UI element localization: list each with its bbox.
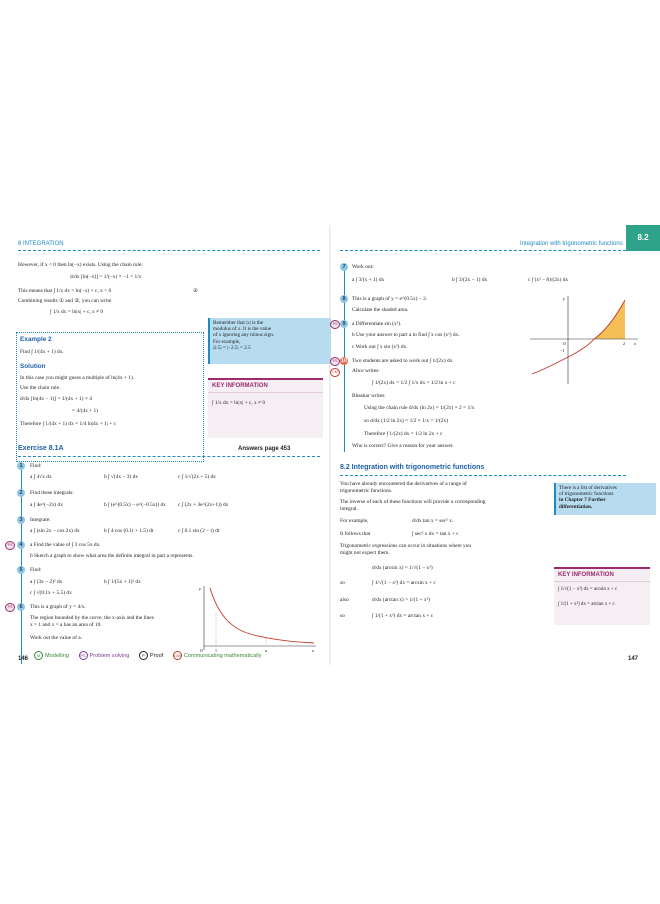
key-info-title: KEY INFORMATION — [208, 380, 323, 393]
result-line: ∫ 1/x dx = ln|x| + c, x ≠ 0 — [50, 309, 104, 315]
intro-text: However, if x < 0 then ln(−x) exists. Using the chain rule: — [18, 262, 143, 268]
q6-line: The region bounded by the curve, the x-axis and the lines — [30, 615, 154, 621]
q3-part-a: a ∫ (sin 2x − cos 2x) dx — [30, 528, 80, 534]
question-number: 2 — [17, 489, 25, 497]
q9-part-a: a Differentiate sin (x²). — [352, 321, 402, 327]
q6-line: Work out the value of a. — [30, 635, 82, 641]
question-text: Integrate: — [30, 517, 51, 523]
paragraph: might not expect them. — [340, 550, 390, 556]
question-number: 5 — [17, 566, 25, 574]
x-label: x — [312, 648, 314, 653]
problem-solving-tag: PS — [330, 357, 340, 366]
note-line: |2.5| = |−2.5| = 2.5 — [213, 344, 251, 351]
q8-subtitle: Calculate the shaded area. — [352, 307, 409, 313]
question-text: Find these integrals: — [30, 490, 74, 496]
question-text: Find: — [30, 463, 42, 469]
question-number: 6 — [17, 603, 25, 611]
q3-part-b: b ∫ 4 cos (0.1t + 1.5) dt — [104, 528, 154, 534]
q3-part-c: c ∫ 0.1 sin (2 − t) dt — [178, 528, 220, 534]
note-line: differentiation. — [559, 503, 593, 510]
header-rule-right — [340, 250, 626, 251]
solution-line: d/dx [ln(4x − 1)] = 1/(4x + 1) × 4 — [20, 396, 92, 402]
example-label: For example, — [340, 518, 369, 524]
left-page-number: 146 — [18, 656, 29, 662]
q1-part-a: a ∫ 4√x dx — [30, 474, 52, 480]
exponential-graph — [528, 292, 640, 386]
tick-label-1: 1 — [215, 648, 217, 653]
origin-label: O — [563, 341, 566, 346]
q10-bhaskar-line: Therefore ∫ 1/(2x) dx = 1/2 ln 2x + c — [364, 431, 443, 437]
section-title: 8.2 Integration with trigonometric functions — [340, 464, 485, 471]
q2-part-a: a ∫ 4e^(−2x) dx — [30, 502, 63, 508]
solution-line: In this case you might guess a multiple of ln(4x + 1). — [20, 375, 135, 381]
q7-part-b: b ∫ 3/(2x − 1) dx — [452, 277, 488, 283]
solution-line: Use the chain rule. — [20, 385, 61, 391]
q10-title: Two students are asked to work out ∫ 1/(2x) dx. — [352, 358, 454, 364]
origin-label: O — [200, 648, 203, 653]
exercise-title: Exercise 8.1A — [18, 445, 64, 452]
q2-part-b: b ∫ (e^(0.5x) − e^(−0.5x)) dx — [104, 502, 166, 508]
q6-line: x = 1 and x = a has an area of 10. — [30, 622, 102, 628]
question-text: a Find the value of ∫ 3 cos 5x dx. — [30, 542, 101, 548]
follows-equation: ∫ sec² x dx = tan x + c — [412, 531, 459, 537]
q1-part-c: c ∫ 1/√(2x + 5) dx — [178, 474, 216, 480]
arctan-derivative: d/dx (arctan x) = 1/(1 + x²) — [372, 597, 430, 603]
means-line: This means that ∫ 1/x dx = ln(−x) + c, x < 0 — [18, 288, 112, 294]
question-number: 10 — [340, 358, 348, 364]
legend-label: Problem solving — [89, 652, 130, 659]
reciprocal-graph — [196, 582, 320, 654]
q10-question: Who is correct? Give a reason for your answer. — [352, 443, 454, 449]
q10-alice: Alice writes: — [352, 368, 380, 374]
follows-label: It follows that — [340, 531, 371, 537]
exercise-rule — [18, 456, 320, 457]
q7-part-c: c ∫ (x² − 8)/(2x) dx — [528, 277, 569, 283]
x-label: x — [634, 341, 636, 346]
solution-title: Solution — [20, 363, 46, 370]
q5-part-c: c ∫ √(0.1x + 5.5) dx — [30, 590, 72, 596]
paragraph: You have already encountered the derivatives of a range of — [340, 481, 467, 487]
paragraph: Trigonometric expressions can occur in situations where you — [340, 543, 472, 549]
example-equation: d/dx tan x = sec² x. — [412, 518, 454, 524]
note-line: modulus of x. It is the value — [213, 326, 272, 333]
q10-bhaskar-line: so d/dx (1/2 ln 2x) = 1/2 × 1/x = 1/(2x) — [364, 418, 448, 424]
key-info-box-left — [208, 378, 323, 438]
solution-line: Therefore ∫ 1/(4x + 1) dx = 1/4 ln|4x + 1| + c — [20, 421, 117, 427]
equation-tag-2: ② — [193, 288, 198, 294]
arcsin-derivative: d/dx (arcsin x) = 1/√(1 − x²) — [372, 565, 433, 571]
paragraph: trigonometric functions. — [340, 488, 393, 494]
proof-icon: P — [139, 651, 148, 660]
q7-title: Work out: — [352, 264, 374, 270]
communicating-icon: CM — [174, 653, 181, 658]
so-label: so — [340, 613, 345, 619]
question-number: 7 — [340, 263, 348, 271]
section-header: Integration with trigonometric functions — [520, 241, 623, 247]
modulus-note — [208, 318, 331, 364]
q4-part-b: b Sketch a graph to show what area the definite integral in part a represents. — [30, 553, 194, 559]
legend — [34, 651, 262, 660]
note-line: in Chapter 7 Further — [559, 497, 606, 504]
q10-alice-working: ∫ 1/(2x) dx = 1/2 ∫ 1/x dx = 1/2 ln x + c — [372, 380, 456, 386]
tick-label-2: 2 — [623, 341, 625, 346]
key-info-box-right — [554, 567, 650, 625]
note-line: Remember that |x| is the — [213, 320, 264, 326]
paragraph: integral. — [340, 506, 358, 512]
modelling-icon: M — [34, 651, 43, 660]
key-info-formula: ∫ 1/x dx = ln|x| + c, x ≠ 0 — [212, 400, 266, 406]
shaded-area — [594, 300, 625, 339]
key-info-title: KEY INFORMATION — [554, 569, 650, 582]
curve-4-over-x — [210, 588, 314, 643]
key-info-formula: ∫ 1/√(1 − x²) dx = arcsin x + c — [558, 587, 618, 592]
legend-label: Modelling — [45, 652, 69, 659]
right-page-number: 147 — [628, 656, 639, 662]
problem-solving-tag: PS — [330, 320, 340, 329]
note-line: of trigonometric functions — [559, 491, 614, 498]
problem-solving-icon: PS — [80, 653, 86, 658]
question-number: 3 — [17, 516, 25, 524]
q7-part-a: a ∫ 3/(x + 1) dx — [352, 277, 385, 283]
question-number: 4 — [17, 541, 25, 549]
tick-label-a: a — [265, 648, 267, 653]
note-line: For example, — [213, 338, 241, 345]
header-rule-left — [18, 250, 320, 251]
chapter-header: 8 INTEGRATION — [18, 241, 64, 247]
y-label: y — [563, 296, 565, 301]
q9-part-c: c Work out ∫ x sin (x²) dx. — [352, 344, 408, 350]
so-label: so — [340, 580, 345, 586]
key-info-formula: ∫ 1/(1 + x²) dx = arctan x + c — [558, 602, 615, 607]
question-number: 1 — [17, 462, 25, 470]
q10-bhaskar-line: Using the chain rule d/dx (ln 2x) = 1/(2x) × 2 = 1/x — [364, 405, 475, 411]
question-number: 9 — [340, 320, 348, 328]
q1-part-b: b ∫ √(4x − 3) dx — [104, 474, 138, 480]
communicating-tag: CM — [330, 368, 340, 377]
solution-line: = 4/(4x + 1) — [72, 408, 98, 414]
arcsin-integral: ∫ 1/√(1 − x²) dx = arcsin x + c — [372, 580, 436, 586]
question-text: Find: — [30, 567, 42, 573]
arctan-integral: ∫ 1/(1 + x²) dx = arctan x + c — [372, 613, 434, 619]
legend-label: Proof — [149, 652, 164, 659]
problem-solving-tag: PS — [5, 541, 15, 550]
note-line: of x ignoring any minus sign. — [213, 332, 275, 339]
example-question: Find ∫ 1/(4x + 1) dx. — [20, 349, 64, 355]
answers-link[interactable]: Answers page 453 — [238, 446, 291, 452]
q5-part-a: a ∫ (3x − 2)² dx — [30, 579, 63, 585]
q8-title: This is a graph of y = e^(0.5x) − 2. — [352, 296, 428, 302]
section-tab: 8.2 — [626, 225, 660, 251]
also-label: also — [340, 597, 349, 603]
q2-part-c: c ∫ (2x + 3e^(2x+1)) dx — [178, 502, 229, 508]
y-label: y — [199, 586, 201, 591]
legend-label: Communicating mathematically — [183, 652, 262, 659]
chapter-reference-note — [554, 483, 656, 515]
question-number: 8 — [340, 295, 348, 303]
q10-bhaskar: Bhaskar writes: — [352, 393, 386, 399]
derivative-line: d/dx [ln(−x)] = 1/(−x) × −1 = 1/x — [70, 274, 142, 280]
note-line: There is a list of derivatives — [559, 485, 617, 491]
section-rule — [340, 475, 626, 476]
q9-part-b: b Use your answer to part a to find ∫ x cos (x²) dx. — [352, 332, 460, 338]
combine-line: Combining results ① and ②, you can write — [18, 298, 112, 304]
question-text: This is a graph of y = 4/x. — [30, 604, 86, 610]
paragraph: The inverse of each of these functions will provide a corresponding — [340, 499, 486, 505]
tick-label-neg-1: −1 — [560, 348, 565, 353]
example-title: Example 2 — [20, 336, 52, 343]
problem-solving-tag: PS — [5, 603, 15, 612]
q5-part-b: b ∫ 1/(5x + 1)² dx — [104, 579, 141, 585]
